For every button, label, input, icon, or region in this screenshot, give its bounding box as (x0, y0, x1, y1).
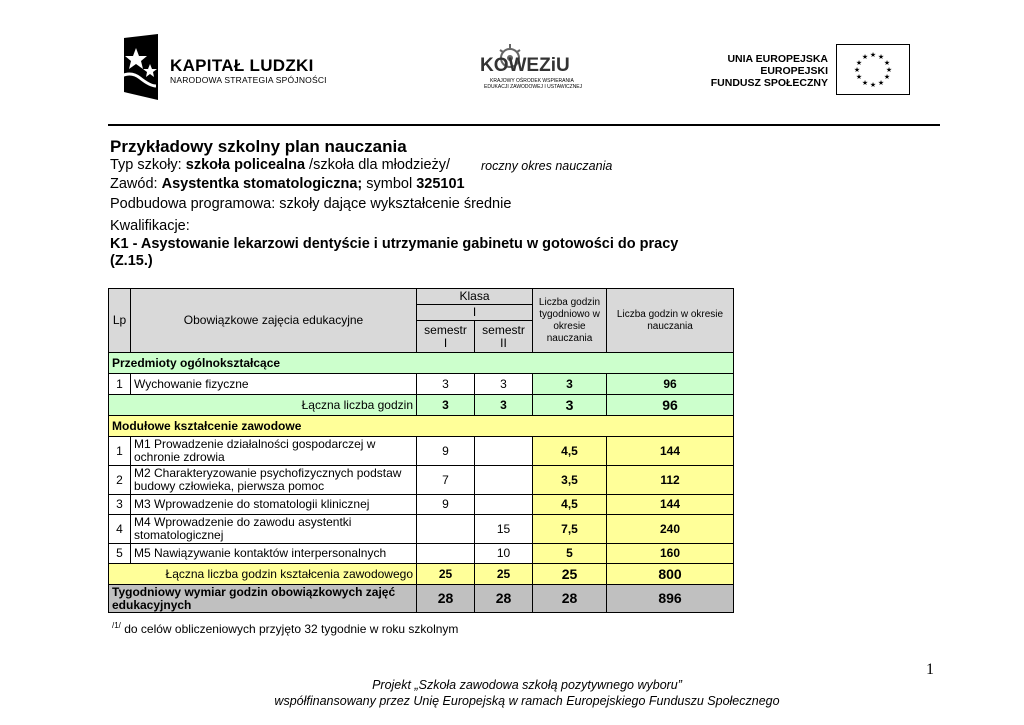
eu-line-3: FUNDUSZ SPOŁECZNY (710, 77, 828, 89)
header-semester-2 (475, 321, 533, 353)
kapital-ludzki-logo-icon (116, 34, 166, 105)
svg-text:★: ★ (869, 81, 877, 89)
qualifications-label: Kwalifikacje: (110, 218, 190, 234)
header-total-hours: Liczba godzin w okresie nauczania (607, 289, 734, 353)
footer-project-line: Projekt „Szkoła zawodowa szkołą pozytywnego wyboru” (372, 678, 682, 692)
header-divider (108, 124, 940, 126)
grand-total-sem2: 28 (475, 585, 533, 613)
row-total: 240 (607, 515, 734, 544)
svg-text:★: ★ (885, 66, 893, 74)
svg-text:★: ★ (855, 73, 863, 81)
header-semester-2-word: semestr (482, 322, 525, 337)
svg-text:★: ★ (883, 73, 891, 81)
footnote-mark: /1/ (112, 621, 121, 630)
row-lp: 5 (109, 544, 131, 564)
grand-total-label: Tygodniowy wymiar godzin obowiązkowych zajęć edukacyjnych (109, 585, 417, 613)
school-type-label: Typ szkoły: (110, 157, 186, 173)
kowezu-subtitle-1: KRAJOWY OŚRODEK WSPIERANIA (490, 78, 574, 84)
grand-total-sem1: 28 (417, 585, 475, 613)
qualification-line-1: K1 - Asystowanie lekarzowi dentyście i utrzymanie gabinetu w gotowości do pracy (110, 236, 679, 252)
eu-text (700, 53, 828, 89)
svg-text:★: ★ (877, 53, 885, 61)
header-klasa: Klasa (417, 289, 533, 305)
svg-text:★: ★ (861, 53, 869, 61)
row-lp: 1 (109, 437, 131, 466)
sum-general-total: 96 (607, 395, 734, 416)
svg-text:★: ★ (869, 51, 877, 59)
header-semester-2-num: II (500, 335, 507, 350)
row-total: 144 (607, 437, 734, 466)
row-total: 144 (607, 495, 734, 515)
row-sem2: 15 (475, 515, 533, 544)
profession-label: Zawód: (110, 176, 162, 192)
row-sem1 (417, 515, 475, 544)
curriculum-table (108, 288, 734, 613)
row-sem2 (475, 495, 533, 515)
header-class-number: I (417, 305, 533, 321)
sum-vocational-sem2: 25 (475, 564, 533, 585)
symbol-value: 325101 (416, 176, 465, 192)
row-subject: Wychowanie fizyczne (131, 374, 417, 395)
row-weekly: 4,5 (533, 437, 607, 466)
row-weekly: 5 (533, 544, 607, 564)
eu-line-2: EUROPEJSKI (760, 65, 828, 77)
footer-funding-line: współfinansowany przez Unię Europejską w ramach Europejskiego Funduszu Społecznego (274, 694, 780, 708)
table-row (109, 495, 734, 515)
row-sem2: 10 (475, 544, 533, 564)
symbol-label: symbol (362, 176, 417, 192)
row-total: 160 (607, 544, 734, 564)
svg-text:★: ★ (855, 59, 863, 67)
sum-vocational-total: 800 (607, 564, 734, 585)
row-weekly: 3,5 (533, 466, 607, 495)
profession-line (110, 176, 465, 192)
header-subjects: Obowiązkowe zajęcia edukacyjne (131, 289, 417, 353)
header-semester-1-word: semestr (424, 322, 467, 337)
svg-text:★: ★ (861, 79, 869, 87)
row-sem1: 9 (417, 437, 475, 466)
kapital-ludzki-subtitle: NARODOWA STRATEGIA SPÓJNOŚCI (170, 75, 327, 85)
sum-general-weekly: 3 (533, 395, 607, 416)
page-number: 1 (926, 661, 934, 678)
document-title: Przykładowy szkolny plan nauczania (110, 137, 407, 156)
eu-flag-icon (836, 44, 910, 100)
row-sem2: 3 (475, 374, 533, 395)
section-vocational-modules: Modułowe kształcenie zawodowe (109, 416, 734, 437)
sum-general-sem1: 3 (417, 395, 475, 416)
table-row (109, 437, 734, 466)
sum-vocational-weekly: 25 (533, 564, 607, 585)
row-sem1: 3 (417, 374, 475, 395)
header-lp: Lp (109, 289, 131, 353)
row-weekly: 3 (533, 374, 607, 395)
sum-vocational-sem1: 25 (417, 564, 475, 585)
table-row (109, 374, 734, 395)
sum-vocational-label: Łączna liczba godzin kształcenia zawodowego (109, 564, 417, 585)
table-row (109, 466, 734, 495)
footnote-text: do celów obliczeniowych przyjęto 32 tygodnie w roku szkolnym (120, 622, 459, 636)
grand-total-total: 896 (607, 585, 734, 613)
row-sem1: 7 (417, 466, 475, 495)
row-lp: 2 (109, 466, 131, 495)
svg-text:★: ★ (883, 59, 891, 67)
row-lp: 4 (109, 515, 131, 544)
row-sem1: 9 (417, 495, 475, 515)
sum-row-vocational (109, 564, 734, 585)
sum-row-general (109, 395, 734, 416)
qualification-line-2: (Z.15.) (110, 253, 153, 269)
row-sem1 (417, 544, 475, 564)
svg-text:★: ★ (877, 79, 885, 87)
eu-line-1: UNIA EUROPEJSKA (727, 53, 828, 65)
row-weekly: 7,5 (533, 515, 607, 544)
row-weekly: 4,5 (533, 495, 607, 515)
row-subject: M2 Charakteryzowanie psychofizycznych podstaw budowy człowieka, pierwsza pomoc (131, 466, 417, 495)
school-type-suffix: /szkoła dla młodzieży/ (305, 157, 451, 173)
sum-general-label: Łączna liczba godzin (109, 395, 417, 416)
kowezu-subtitle-2: EDUKACJI ZAWODOWEJ I USTAWICZNEJ (484, 84, 583, 90)
table-row (109, 515, 734, 544)
grand-total-row (109, 585, 734, 613)
kapital-ludzki-title: KAPITAŁ LUDZKI (170, 56, 314, 75)
row-sem2 (475, 466, 533, 495)
row-subject: M5 Nawiązywanie kontaktów interpersonalnych (131, 544, 417, 564)
section-general-subjects: Przedmioty ogólnokształcące (109, 353, 734, 374)
row-total: 96 (607, 374, 734, 395)
grand-total-weekly: 28 (533, 585, 607, 613)
header-semester-1-num: I (443, 335, 448, 350)
row-subject: M4 Wprowadzenie do zawodu asystentki stomatologicznej (131, 515, 417, 544)
kowezu-logo-text: KOWEZiU (480, 55, 570, 76)
row-subject: M1 Prowadzenie działalności gospodarczej w ochronie zdrowia (131, 437, 417, 466)
row-sem2 (475, 437, 533, 466)
program-base-line: Podbudowa programowa: szkoły dające wykształcenie średnie (110, 196, 512, 212)
sum-general-sem2: 3 (475, 395, 533, 416)
row-subject: M3 Wprowadzenie do stomatologii klinicznej (131, 495, 417, 515)
svg-text:★: ★ (853, 66, 861, 74)
table-row (109, 544, 734, 564)
profession-value: Asystentka stomatologiczna; (161, 176, 363, 192)
footnote (112, 621, 458, 636)
school-type-line (110, 157, 450, 173)
school-type-value: szkoła policealna (185, 157, 306, 173)
row-lp: 3 (109, 495, 131, 515)
row-lp: 1 (109, 374, 131, 395)
row-total: 112 (607, 466, 734, 495)
header-semester-1 (417, 321, 475, 353)
header-weekly-hours: Liczba godzin tygodniowo w okresie nauczania (533, 289, 607, 353)
annual-period-note: roczny okres nauczania (481, 159, 613, 173)
